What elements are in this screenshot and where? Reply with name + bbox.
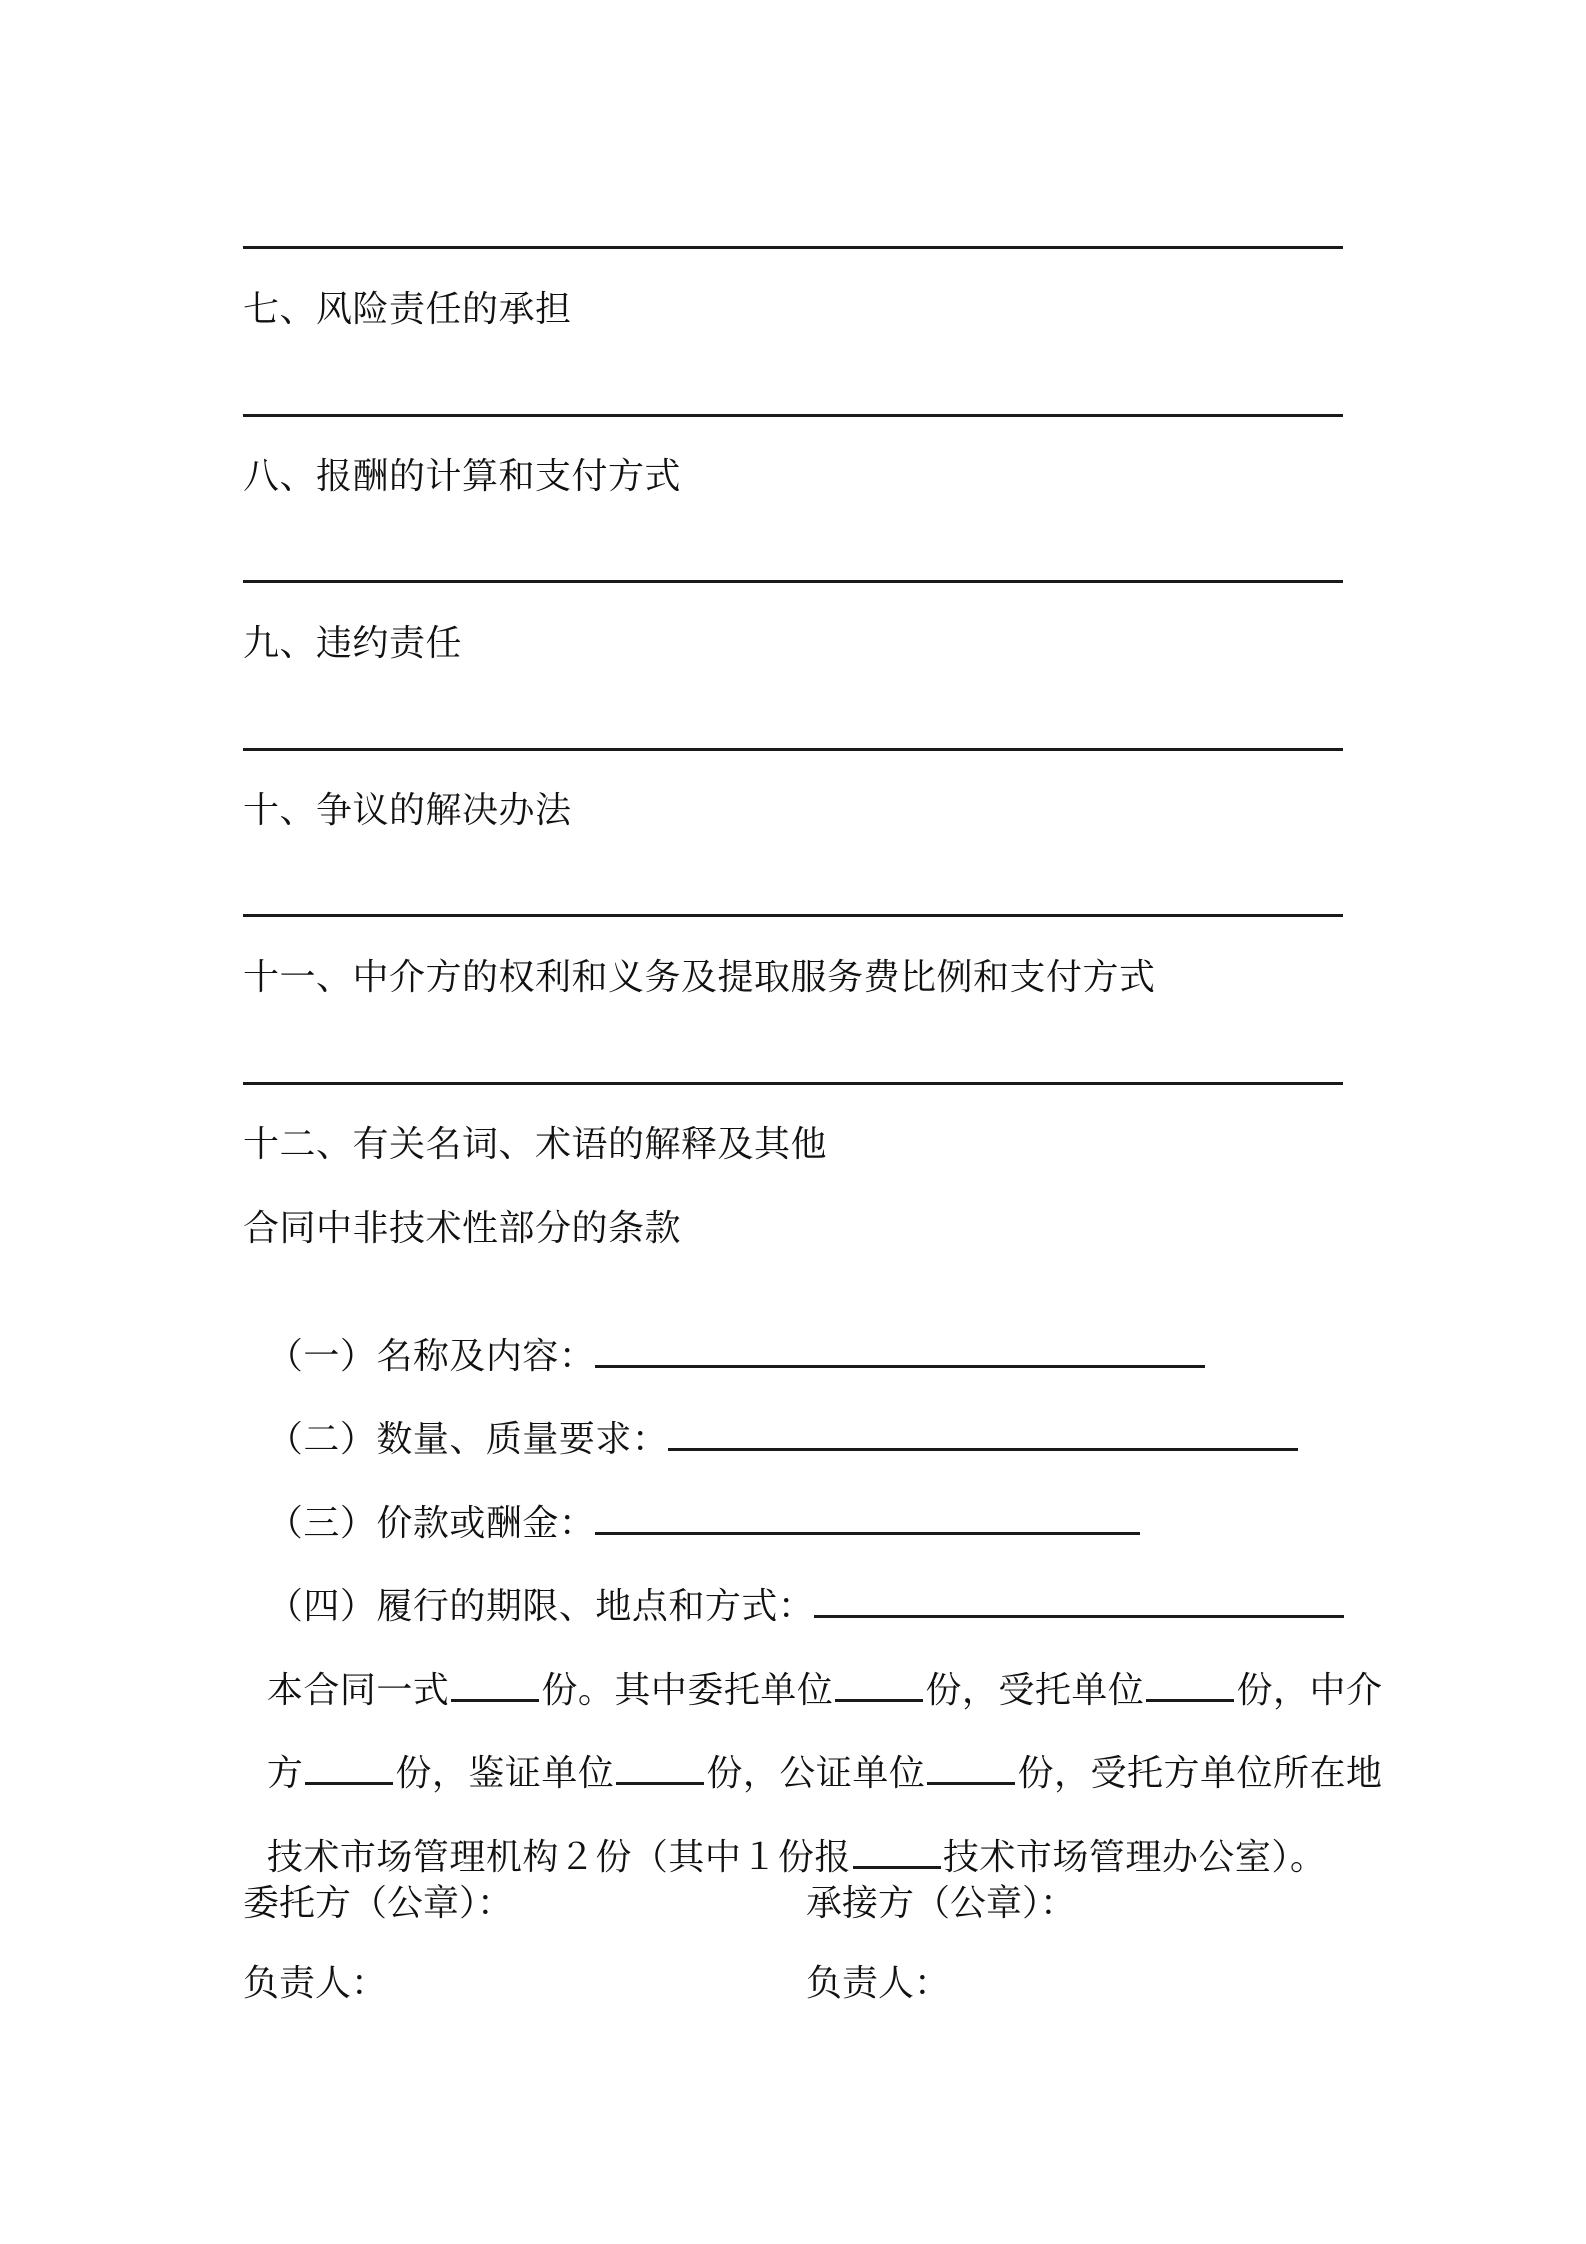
- blank-line-2: [243, 414, 1343, 417]
- copies-text: 份，受托单位: [925, 1670, 1145, 1711]
- section-10: 十、争议的解决办法: [243, 790, 572, 831]
- section-8: 八、报酬的计算和支付方式: [243, 456, 682, 497]
- copies-line-3: [243, 1792, 1326, 1880]
- item-2-label: （二）数量、质量要求：: [266, 1419, 669, 1460]
- item-2-blank[interactable]: [668, 1418, 1298, 1451]
- copies-blank[interactable]: [616, 1752, 704, 1785]
- copies-line-1: [243, 1625, 1382, 1713]
- blank-line-3: [243, 580, 1343, 583]
- copies-text: 份，公证单位: [706, 1753, 926, 1794]
- client-head-label: 负责人：: [243, 1963, 388, 2004]
- copies-text: 份，受托方单位所在地: [1017, 1753, 1383, 1794]
- section-11: 十一、中介方的权利和义务及提取服务费比例和支付方式: [243, 957, 1156, 998]
- copies-blank[interactable]: [927, 1752, 1015, 1785]
- item-1-blank[interactable]: [595, 1335, 1205, 1368]
- item-4-blank[interactable]: [814, 1585, 1344, 1618]
- copies-text: 方: [266, 1753, 304, 1794]
- item-4: [243, 1541, 1344, 1629]
- copies-text: 份，鉴证单位: [395, 1753, 615, 1794]
- copies-blank[interactable]: [835, 1669, 923, 1702]
- copies-text: 技术市场管理办公室）。: [942, 1837, 1327, 1878]
- blank-line-5: [243, 914, 1343, 917]
- blank-line-4: [243, 748, 1343, 751]
- item-3: [243, 1458, 1140, 1546]
- nontech-heading: 合同中非技术性部分的条款: [243, 1208, 682, 1249]
- item-1-label: （一）名称及内容：: [266, 1336, 596, 1377]
- item-4-label: （四）履行的期限、地点和方式：: [266, 1586, 815, 1627]
- copies-text: 份，中介: [1236, 1670, 1383, 1711]
- copies-blank[interactable]: [853, 1836, 941, 1869]
- item-3-label: （三）价款或酬金：: [266, 1503, 596, 1544]
- section-12: 十二、有关名词、术语的解释及其他: [243, 1124, 828, 1165]
- copies-text: 份。其中委托单位: [541, 1670, 834, 1711]
- copies-blank[interactable]: [1146, 1669, 1234, 1702]
- contractor-seal-label: 承接方（公章）：: [806, 1883, 1077, 1924]
- copies-text: 技术市场管理机构２份（其中１份报: [266, 1837, 851, 1878]
- blank-line-1: [243, 246, 1343, 249]
- item-1: [243, 1291, 1205, 1379]
- item-3-blank[interactable]: [595, 1502, 1140, 1535]
- client-seal-label: 委托方（公章）：: [243, 1883, 514, 1924]
- blank-line-6: [243, 1082, 1343, 1085]
- section-7: 七、风险责任的承担: [243, 289, 572, 330]
- contractor-head-label: 负责人：: [806, 1963, 951, 2004]
- copies-line-2: [243, 1708, 1382, 1796]
- copies-blank[interactable]: [451, 1669, 539, 1702]
- copies-blank[interactable]: [305, 1752, 393, 1785]
- section-9: 九、违约责任: [243, 623, 463, 664]
- item-2: [243, 1374, 1298, 1462]
- copies-text: 本合同一式: [266, 1670, 450, 1711]
